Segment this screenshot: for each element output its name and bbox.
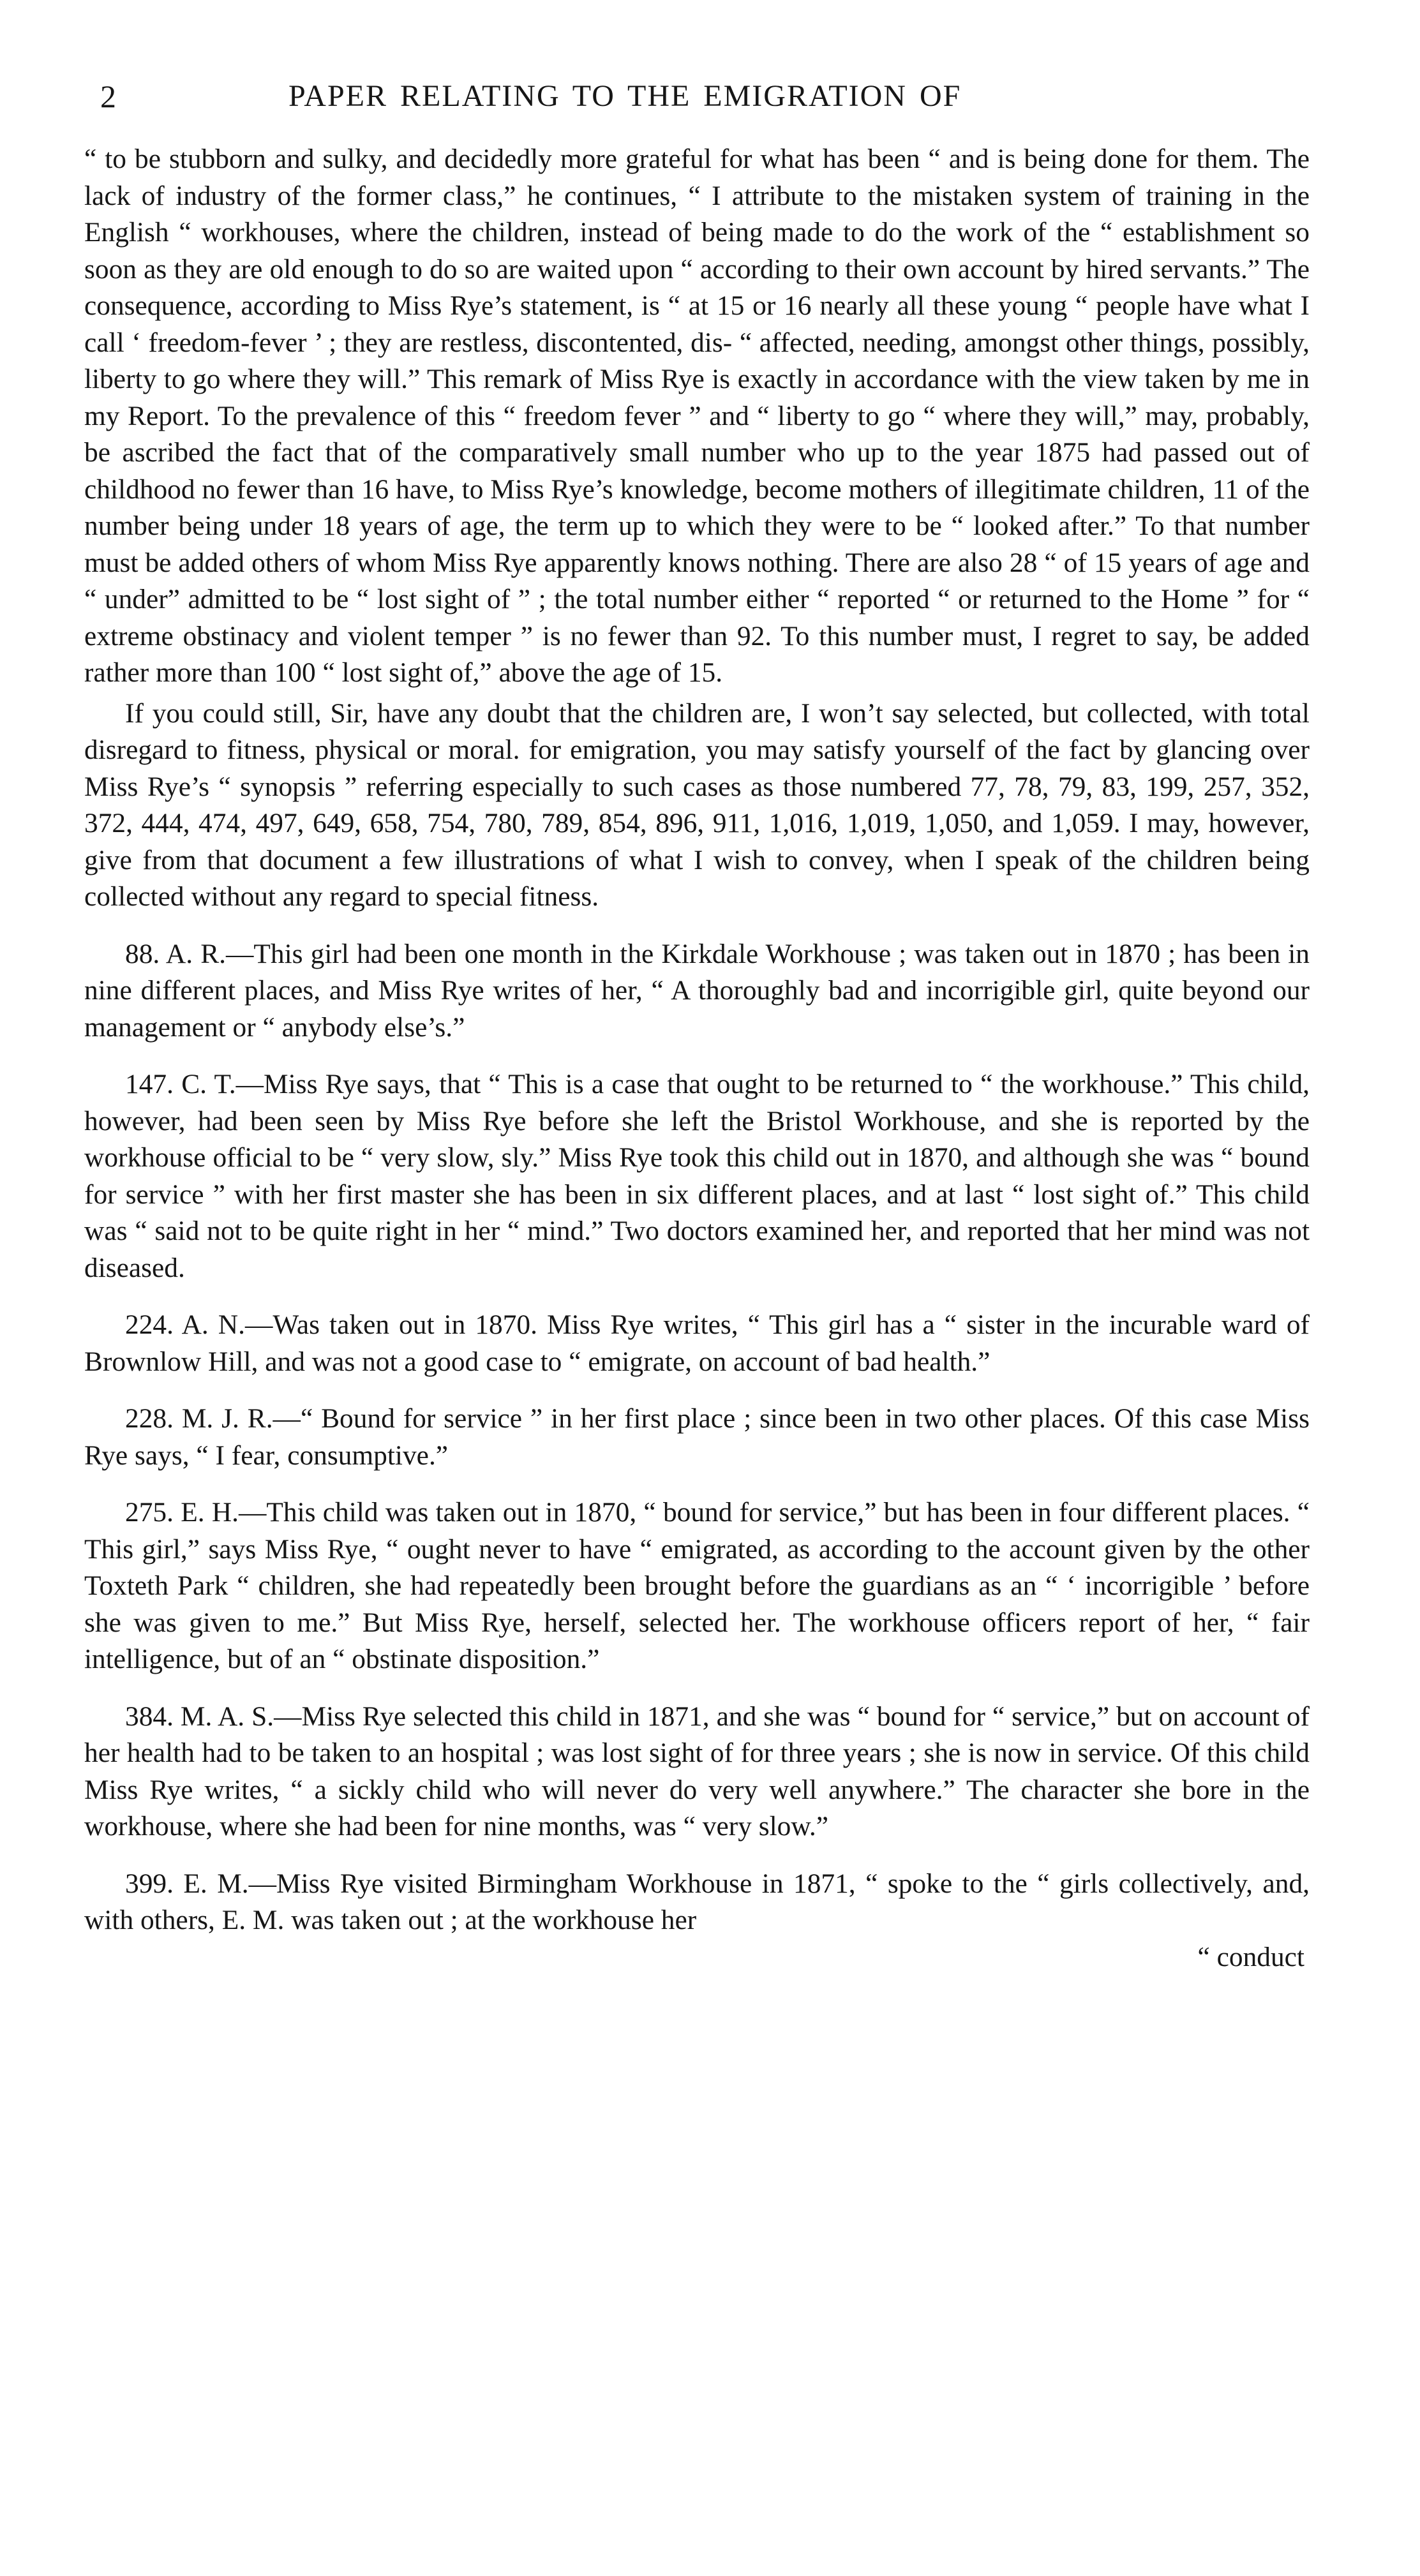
case-entry-399: 399. E. M.—Miss Rye visited Birmingham Workhouse in 1871, “ spoke to the “ girls collectively, and, with others, E. M. was taken out ; at the workhouse her	[84, 1868, 1310, 1935]
running-title: PAPER RELATING TO THE EMIGRATION OF	[288, 79, 962, 113]
case-entry-228: 228. M. J. R.—“ Bound for service ” in her first place ; since been in two other places. Of this case Miss Rye says, “ I fear, consumptive.”	[84, 1403, 1310, 1471]
case-entry-88: 88. A. R.—This girl had been one month in the Kirkdale Workhouse ; was taken out in 1870 ; has been in nine different places, and Miss Rye writes of her, “ A thoroughly bad and incorrigible girl, quite beyond our management or “ anybody else’s.”	[84, 938, 1310, 1043]
catchword: “ conduct	[1197, 1941, 1304, 1972]
case-entry-275: 275. E. H.—This child was taken out in 1870, “ bound for service,” but has been in four different places. “ This girl,” says Miss Rye, “ ought never to have “ emigrated, as according to the account given by the other Toxteth Park “ children, she had repeatedly been brought before the guardians as an “ ‘ incorrigible ’ before she was given to me.” But Miss Rye, herself, selected her. The workhouse officers report of her, “ fair intelligence, but of an “ obstinate disposition.”	[84, 1497, 1310, 1674]
case-entry-224: 224. A. N.—Was taken out in 1870. Miss Rye writes, “ This girl has a “ sister in the incurable ward of Brownlow Hill, and was not a good case to “ emigrate, on account of bad health.”	[84, 1309, 1310, 1377]
paragraph-synopsis: If you could still, Sir, have any doubt that the children are, I won’t say selected, but collected, with total disregard to fitness, physical or moral. for emigration, you may satisfy yourself of the fact by glancing over Miss Rye’s “ synopsis ” referring especially to such cases as those numbered 77, 78, 79, 83, 199, 257, 352, 372, 444, 474, 497, 649, 658, 754, 780, 789, 854, 896, 911, 1,016, 1,019, 1,050, and 1,059. I may, however, give from that document a few illustrations of what I wish to convey, when I speak of the children being collected without any regard to special fitness.	[84, 697, 1310, 912]
case-entry-147: 147. C. T.—Miss Rye says, that “ This is a case that ought to be returned to “ the workhouse.” This child, however, had been seen by Miss Rye before she left the Bristol Workhouse, and she is reported by the workhouse official to be “ very slow, sly.” Miss Rye took this child out in 1870, and although she was “ bound for service ” with her first master she has been in six different places, and at last “ lost sight of.” This child was “ said not to be quite right in her “ mind.” Two doctors examined her, and reported that her mind was not diseased.	[84, 1069, 1310, 1283]
paragraph-continued: “ to be stubborn and sulky, and decidedly more grateful for what has been “ and is being done for them. The lack of industry of the former class,” he continues, “ I attribute to the mistaken system of training in the English “ workhouses, where the children, instead of being made to do the work of the “ establishment so soon as they are old enough to do so are waited upon “ according to their own account by hired servants.” The consequence, according to Miss Rye’s statement, is “ at 15 or 16 nearly all these young “ people have what I call ‘ freedom-fever ’ ; they are restless, discontented, dis- “ affected, needing, amongst other things, possibly, liberty to go where they will.” This remark of Miss Rye is exactly in accordance with the view taken by me in my Report. To the prevalence of this “ freedom fever ” and “ liberty to go “ where they will,” may, probably, be ascribed the fact that of the comparatively small number who up to the year 1875 had passed out of childhood no fewer than 16 have, to Miss Rye’s knowledge, become mothers of illegitimate children, 11 of the number being under 18 years of age, the term up to which they were to be “ looked after.” To that number must be added others of whom Miss Rye apparently knows nothing. There are also 28 “ of 15 years of age and “ under” admitted to be “ lost sight of ” ; the total number either “ reported “ or returned to the Home ” for “ extreme obstinacy and violent temper ” is no fewer than 92. To this number must, I regret to say, be added rather more than 100 “ lost sight of,” above the age of 15.	[84, 144, 1310, 688]
case-entry-384: 384. M. A. S.—Miss Rye selected this child in 1871, and she was “ bound for “ service,” but on account of her health had to be taken to an hospital ; was lost sight of for three years ; she is now in service. Of this child Miss Rye writes, “ a sickly child who will never do very well anywhere.” The character she bore in the workhouse, where she had been for nine months, was “ very slow.”	[84, 1701, 1310, 1842]
page-header	[84, 73, 1310, 122]
page-number: 2	[100, 78, 116, 114]
document-page	[84, 73, 1310, 1976]
